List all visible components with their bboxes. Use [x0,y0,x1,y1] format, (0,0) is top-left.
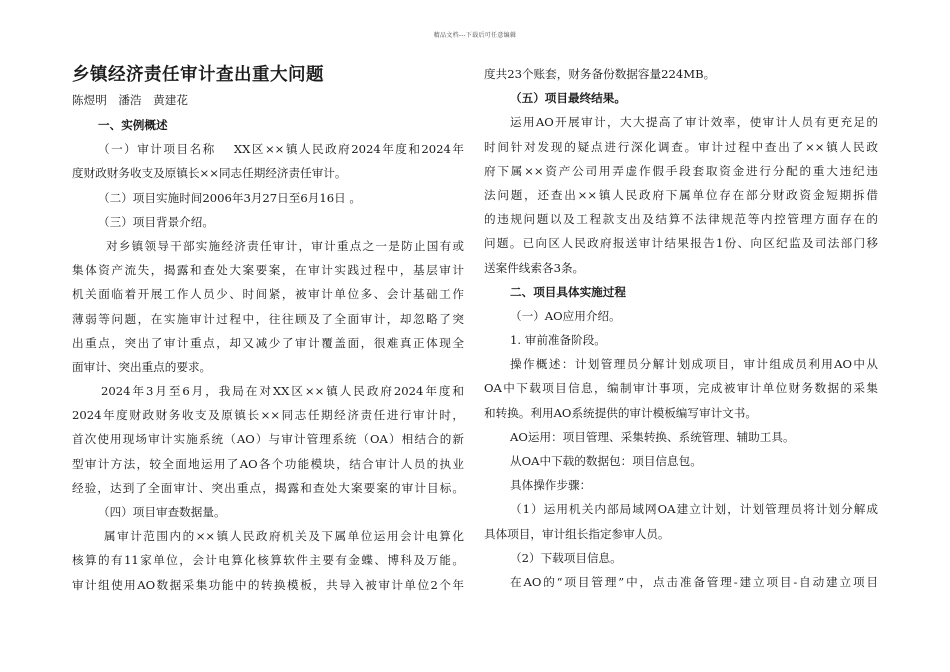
text-line: 1. 审前准备阶段。 [510,333,606,348]
text-line: 操作概述：计划管理员分解计划成项目，审计组成员利用AO中从 [510,357,878,372]
text-line: （1）运用机关内部局域网OA建立计划，计划管理员将计划分解成 [510,502,878,517]
right-column [484,62,878,594]
text-line: 在AO的“项目管理”中，点击准备管理-建立项目-自动建立项目 [510,574,878,589]
text-line: OA中下载项目信息，编制审计事项，完成被审计单位财务数据的采集 [484,381,878,396]
text-line: 对乡镇领导干部实施经济责任审计，审计重点之一是防止国有或 [106,238,464,253]
page-header: 精品文档---下载后可任意编辑 [433,32,517,39]
text-line: 从OA中下载的数据包：项目信息包。 [510,454,702,468]
text-line: 出重点，突出了审计重点，却又减少了审计覆盖面，很难真正体现全 [72,335,464,350]
text-line: 面审计、突出重点的要求。 [72,359,212,374]
text-line: 法问题，还查出××镇人民政府下属单位存在部分财政资金短期拆借 [484,187,878,202]
text-line: 度财政财务收支及原镇长××同志任期经济责任审计。 [72,166,347,181]
text-line: AO运用：项目管理、采集转换、系统管理、辅助工具。 [510,429,795,444]
authors: 陈煜明 潘浩 黄建花 [72,93,188,107]
text-line: 首次使用现场审计实施系统（AO）与审计管理系统（OA）相结合的新 [72,432,464,447]
text-line: 审计组使用AO数据采集功能中的转换模板，共导入被审计单位2个年 [72,577,464,592]
text-line: 具体项目，审计组长指定参审人员。 [484,526,670,541]
text-line: （2）下载项目信息。 [510,550,622,565]
text-line: 具体操作步骤： [510,478,592,493]
text-line: 运用AO开展审计，大大提高了审计效率，使审计人员有更充足的 [510,115,878,130]
text-line: 属审计范围内的××镇人民政府机关及下属单位运用会计电算化 [104,529,464,544]
section-heading: （五）项目最终结果。 [510,91,626,106]
text-line: 薄弱等问题，在实施审计过程中，往往顾及了全面审计，却忽略了突 [72,311,464,326]
text-line: 经验，达到了全面审计、突出重点，揭露和查处大案要案的审计目标。 [72,480,464,495]
text-line: 府下属××资产公司用弄虚作假手段套取资金进行分配的重大违纪违 [484,163,878,178]
text-line: 2024年度财政财务收支及原镇长××同志任期经济责任进行审计时， [72,408,464,423]
text-line: 度共23个账套，财务备份数据容量224MB。 [484,67,716,81]
article-title: 乡镇经济责任审计查出重大问题 [72,65,324,85]
text-line: （三）项目背景介绍。 [98,214,214,229]
left-body [72,113,464,597]
text-line: （一）AO应用介绍。 [510,308,621,323]
right-body [484,62,878,594]
text-line: 送案件线索各3条。 [484,260,585,275]
section-heading: 二、项目具体实施过程 [510,284,626,299]
text-line: 核算的有11家单位，会计电算化核算软件主要有金蝶、博科及万能。 [72,553,464,568]
text-line: 机关面临着开展工作人员少、时间紧，被审计单位多、会计基础工作 [72,287,464,302]
text-line: 时间针对发现的疑点进行深化调查。审计过程中查出了××镇人民政 [484,139,878,154]
text-line: 2024年3月至6月，我局在对XX区××镇人民政府2024年度和 [101,384,464,399]
section-heading: 一、实例概述 [98,118,168,132]
text-line: 集体资产流失，揭露和查处大案要案，在审计实践过程中，基层审计 [72,263,464,278]
text-line: （一）审计项目名称 XX区××镇人民政府2024年度和2024年 [98,142,464,157]
text-line: 的违规问题以及工程款支出及结算不法律规范等内控管理方面存在的 [484,212,878,227]
text-line: 型审计方法，较全面地运用了AO各个功能模块，结合审计人员的执业 [72,456,464,471]
text-line: （四）项目审查数据量。 [98,505,226,519]
text-line: 问题。已向区人民政府报送审计结果报告1份、向区纪监及司法部门移 [484,236,878,251]
text-line: （二）项目实施时间2006年3月27日至6月16日 。 [98,190,361,205]
text-line: 和转换。利用AO系统提供的审计模板编写审计文书。 [484,405,757,420]
left-column [72,62,464,597]
